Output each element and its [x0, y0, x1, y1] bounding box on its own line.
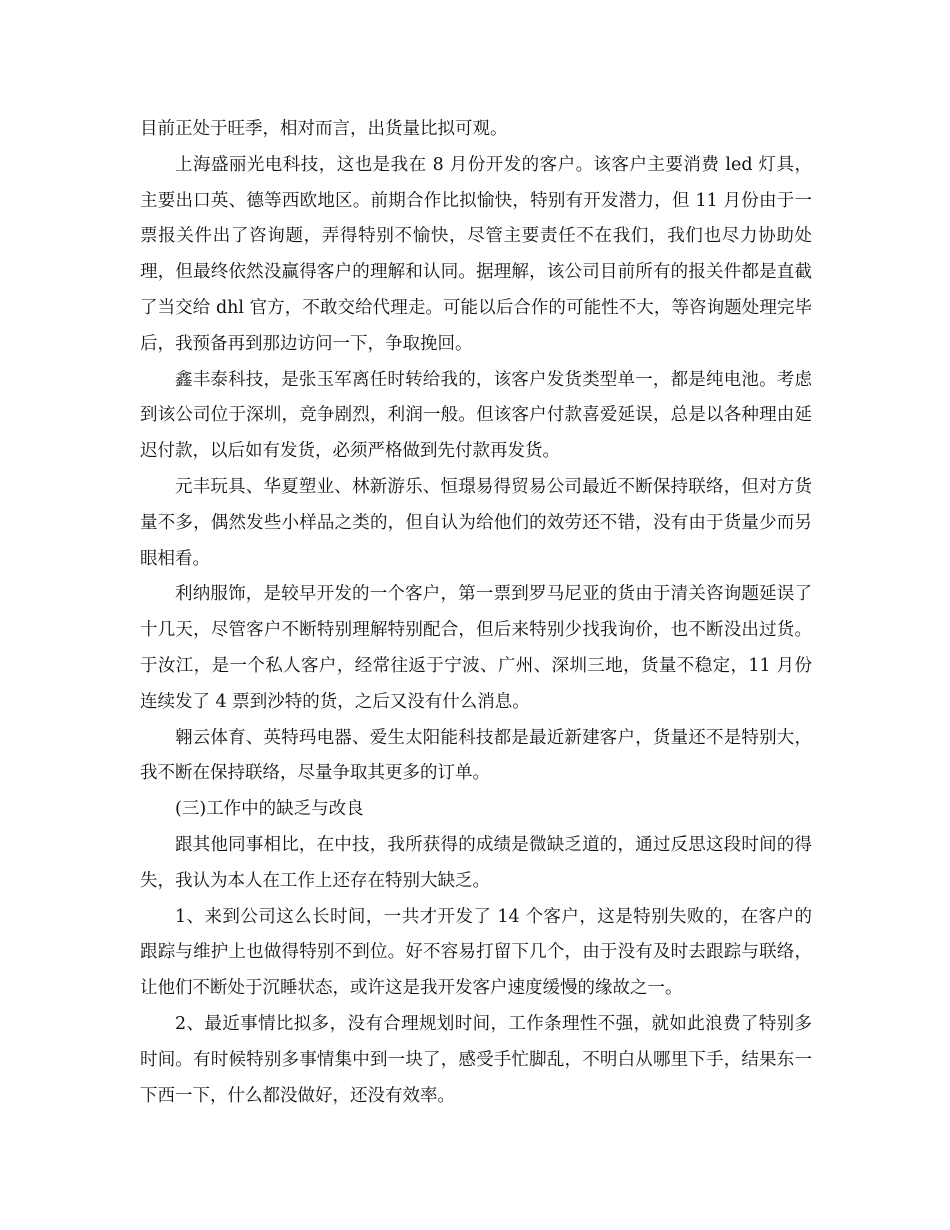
paragraph-small-clients: 元丰玩具、华夏塑业、林新游乐、恒璟易得贸易公司最近不断保持联络，但对方货量不多，偶然发些小样品之类的，但自认为给他们的效劳还不错，没有由于货量少而另眼相看。 — [140, 476, 812, 569]
paragraph-new-clients: 翱云体育、英特玛电器、爱生太阳能科技都是最近新建客户，货量还不是特别大，我不断在保持联络，尽量争取其更多的订单。 — [140, 727, 812, 784]
paragraph-continuation: 目前正处于旺季，相对而言，出货量比拟可观。 — [140, 119, 508, 139]
paragraph-point-2: 2、最近事情比拟多，没有合理规划时间，工作条理性不强，就如此浪费了特别多时间。有时候特别多事情集中到一块了，感受手忙脚乱，不明白从哪里下手，结果东一下西一下，什么都没做好，还没有效率。 — [140, 1013, 812, 1106]
paragraph-reflection: 跟其他同事相比，在中技，我所获得的成绩是微缺乏道的，通过反思这段时间的得失，我认为本人在工作上还存在特别大缺乏。 — [140, 834, 812, 891]
document-body — [140, 112, 812, 1114]
paragraph-shengli-client: 上海盛丽光电科技，这也是我在 8 月份开发的客户。该客户主要消费 led 灯具，主要出口英、德等西欧地区。前期合作比拟愉快，特别有开发潜力，但 11 月份由于一票报关件出了咨询题，弄得特别不愉快，尽管主要责任不在我们，我们也尽力协助处理，但最终依然没赢得客户的理解和认同。据理解，该公司目前所有的报关件都是直截了当交给 dhl 官方，不敢交给代理走。可能以后合作的可能性不大，等咨询题处理完毕后，我预备再到那边访问一下，争取挽回。 — [140, 154, 812, 354]
paragraph-xinfengtai-client: 鑫丰泰科技，是张玉军离任时转给我的，该客户发货类型单一，都是纯电池。考虑到该公司位于深圳，竞争剧烈，利润一般。但该客户付款喜爱延误，总是以各种理由延迟付款，以后如有发货，必须严格做到先付款再发货。 — [140, 369, 812, 462]
paragraph-lina-client: 利纳服饰，是较早开发的一个客户，第一票到罗马尼亚的货由于清关咨询题延误了十几天，尽管客户不断特别理解特别配合，但后来特别少找我询价，也不断没出过货。于汝江，是一个私人客户，经常往返于宁波、广州、深圳三地，货量不稳定，11 月份连续发了 4 票到沙特的货，之后又没有什么消息。 — [140, 584, 812, 712]
paragraph-point-1: 1、来到公司这么长时间，一共才开发了 14 个客户，这是特别失败的，在客户的跟踪与维护上也做得特别不到位。好不容易打留下几个，由于没有及时去跟踪与联络，让他们不断处于沉睡状态，或许这是我开发客户速度缓慢的缘故之一。 — [140, 906, 812, 999]
section-heading: (三)工作中的缺乏与改良 — [175, 799, 364, 820]
